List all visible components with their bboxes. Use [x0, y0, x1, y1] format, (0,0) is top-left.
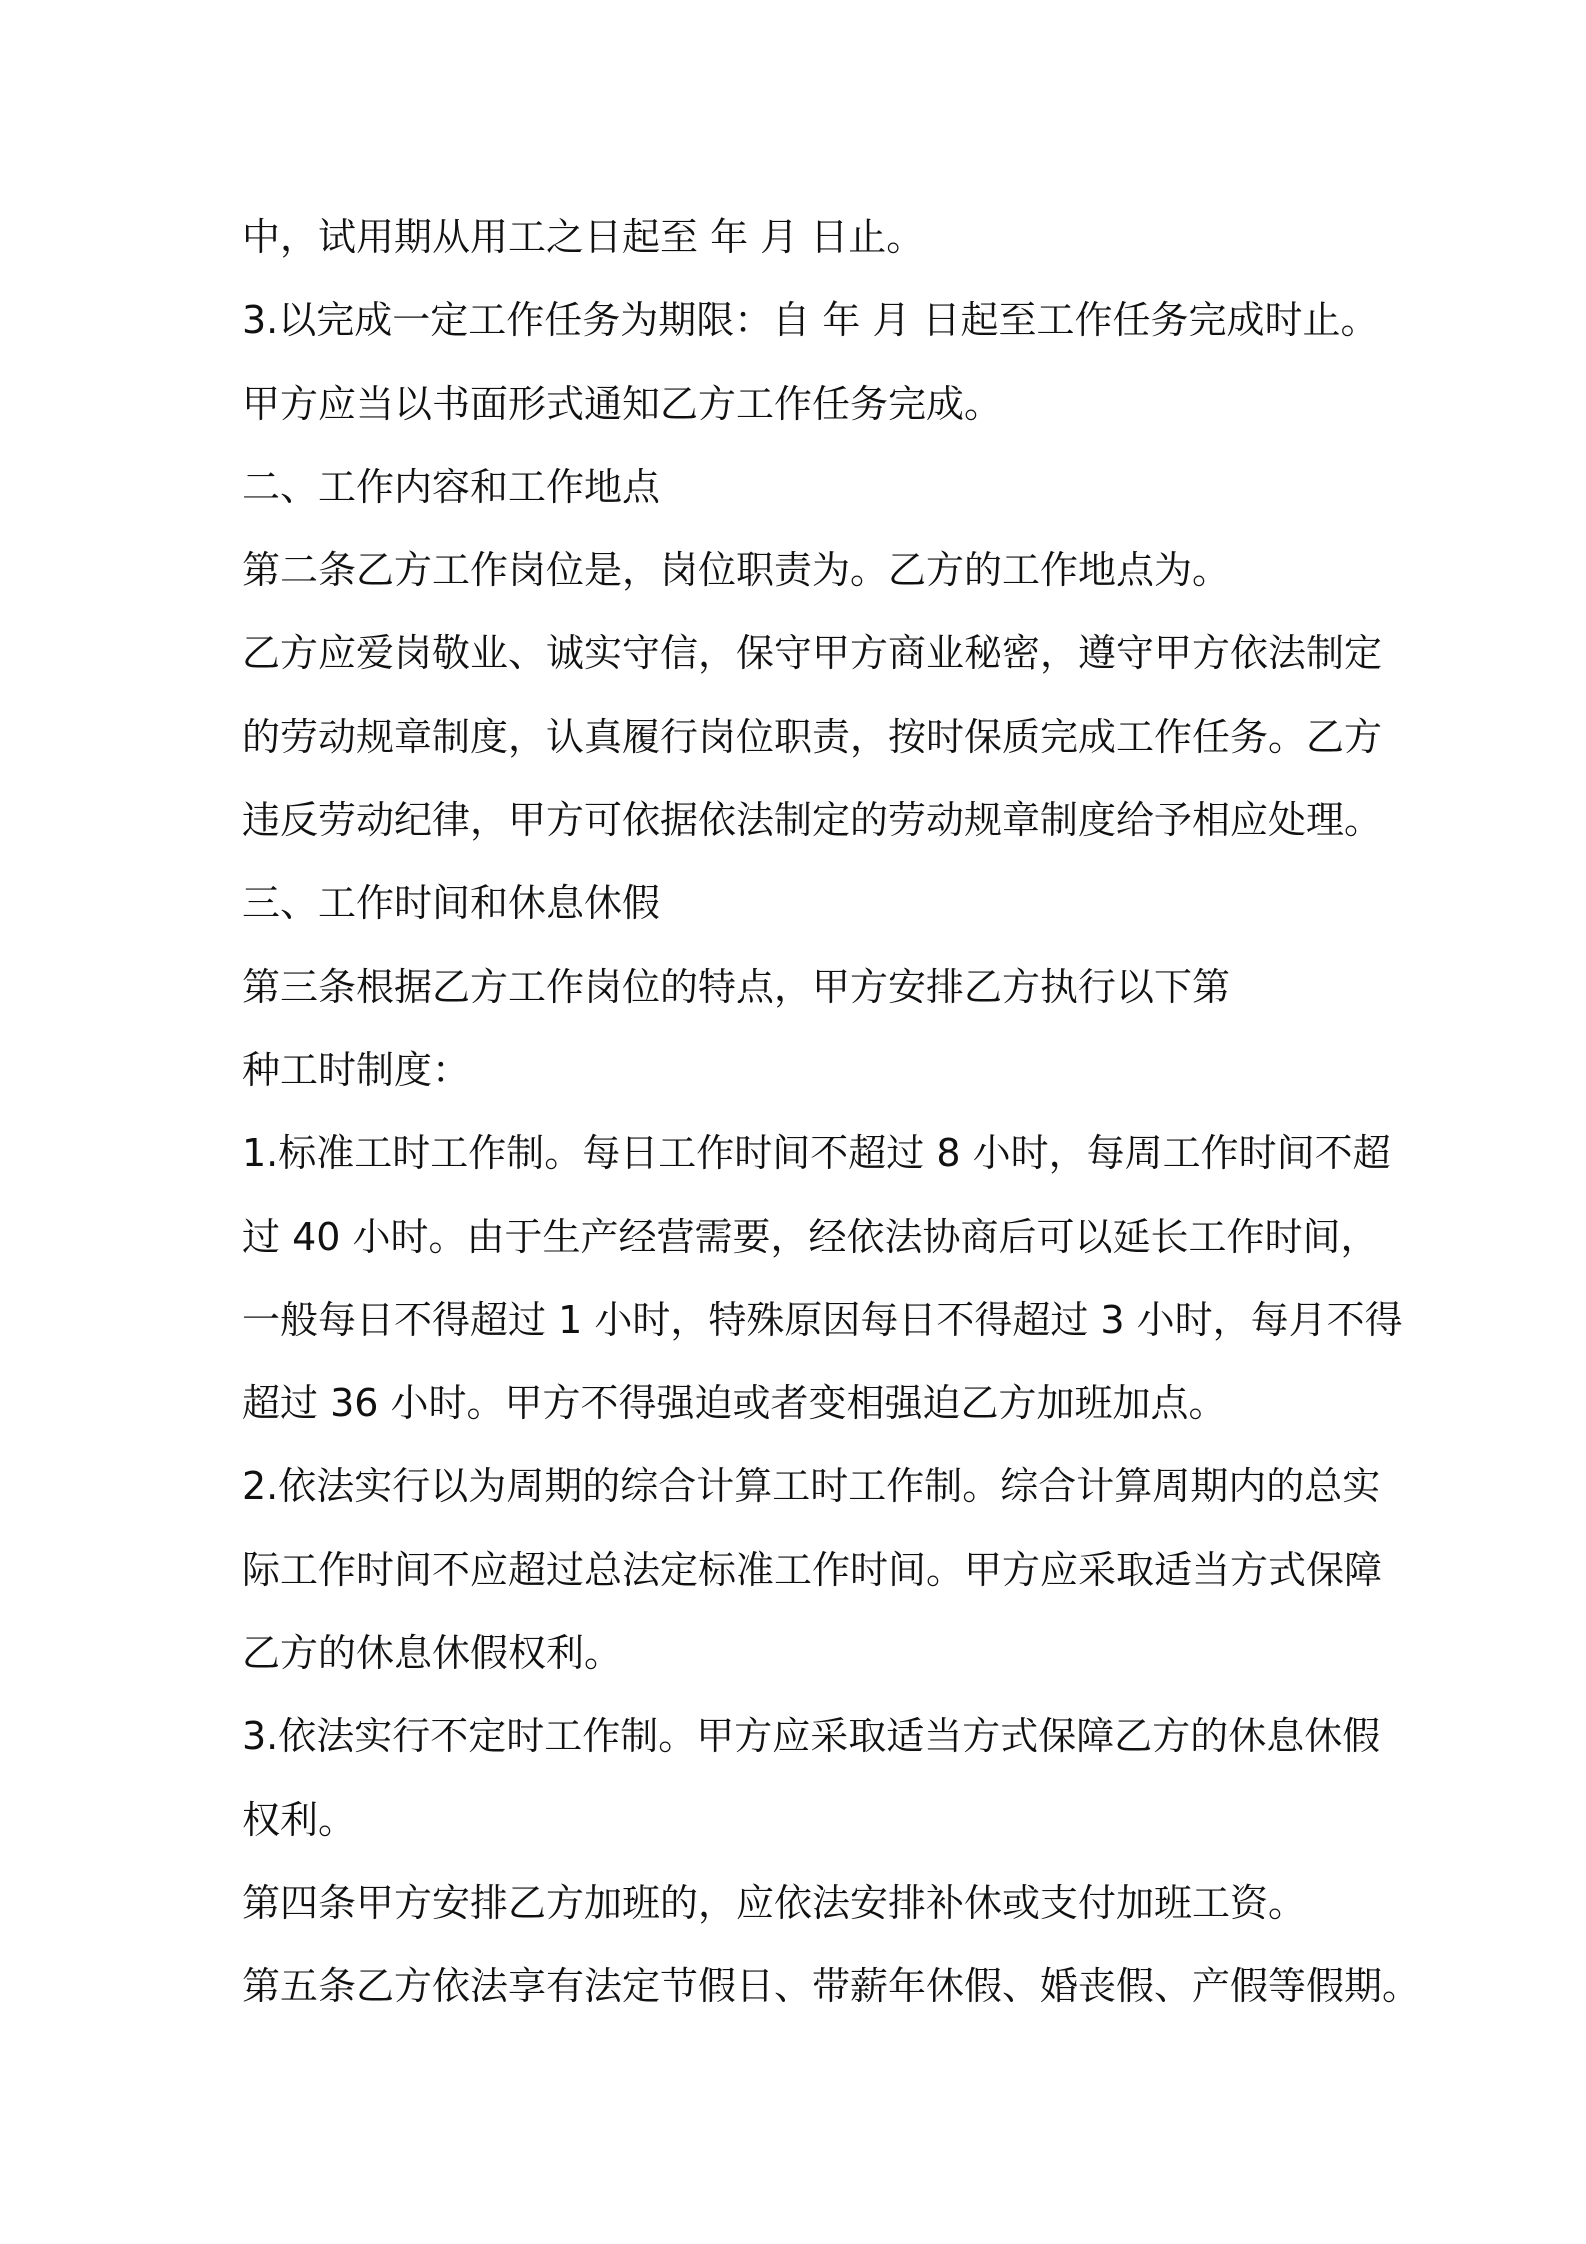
text-line: 2.依法实行以为周期的综合计算工时工作制。综合计算周期内的总实	[242, 1464, 1381, 1509]
text-line: 过 40 小时。由于生产经营需要，经依法协商后可以延长工作时间，	[242, 1214, 1379, 1259]
text-line: 乙方的休息休假权利。	[242, 1631, 623, 1676]
text-line: 3.依法实行不定时工作制。甲方应采取适当方式保障乙方的休息休假	[242, 1714, 1381, 1759]
text-line: 际工作时间不应超过总法定标准工作时间。甲方应采取适当方式保障	[242, 1547, 1383, 1592]
text-line: 违反劳动纪律，甲方可依据依法制定的劳动规章制度给予相应处理。	[242, 798, 1383, 843]
text-line: 超过 36 小时。甲方不得强迫或者变相强迫乙方加班加点。	[242, 1381, 1227, 1426]
text-line: 乙方应爱岗敬业、诚实守信，保守甲方商业秘密，遵守甲方依法制定	[242, 631, 1383, 676]
section-heading: 二、工作内容和工作地点	[242, 464, 661, 509]
text-line: 1.标准工时工作制。每日工作时间不超过 8 小时，每周工作时间不超	[242, 1131, 1391, 1176]
text-line: 一般每日不得超过 1 小时，特殊原因每日不得超过 3 小时，每月不得	[242, 1297, 1403, 1342]
text-line: 种工时制度：	[242, 1047, 471, 1092]
document-body	[242, 196, 1421, 2029]
text-line: 3.以完成一定工作任务为期限：自 年 月 日起至工作任务完成时止。	[242, 298, 1379, 343]
text-line: 第四条甲方安排乙方加班的，应依法安排补休或支付加班工资。	[242, 1880, 1307, 1925]
text-line: 中，试用期从用工之日起至 年 月 日止。	[242, 215, 925, 259]
text-line: 甲方应当以书面形式通知乙方工作任务完成。	[242, 381, 1003, 426]
text-line: 第三条根据乙方工作岗位的特点，甲方安排乙方执行以下第	[242, 964, 1231, 1009]
text-line: 的劳动规章制度，认真履行岗位职责，按时保质完成工作任务。乙方	[242, 714, 1383, 759]
text-line: 第五条乙方依法享有法定节假日、带薪年休假、婚丧假、产假等假期。	[242, 1964, 1421, 2009]
text-line: 权利。	[242, 1797, 357, 1842]
section-heading: 三、工作时间和休息休假	[242, 881, 661, 926]
text-line: 第二条乙方工作岗位是，岗位职责为。乙方的工作地点为。	[242, 548, 1231, 593]
